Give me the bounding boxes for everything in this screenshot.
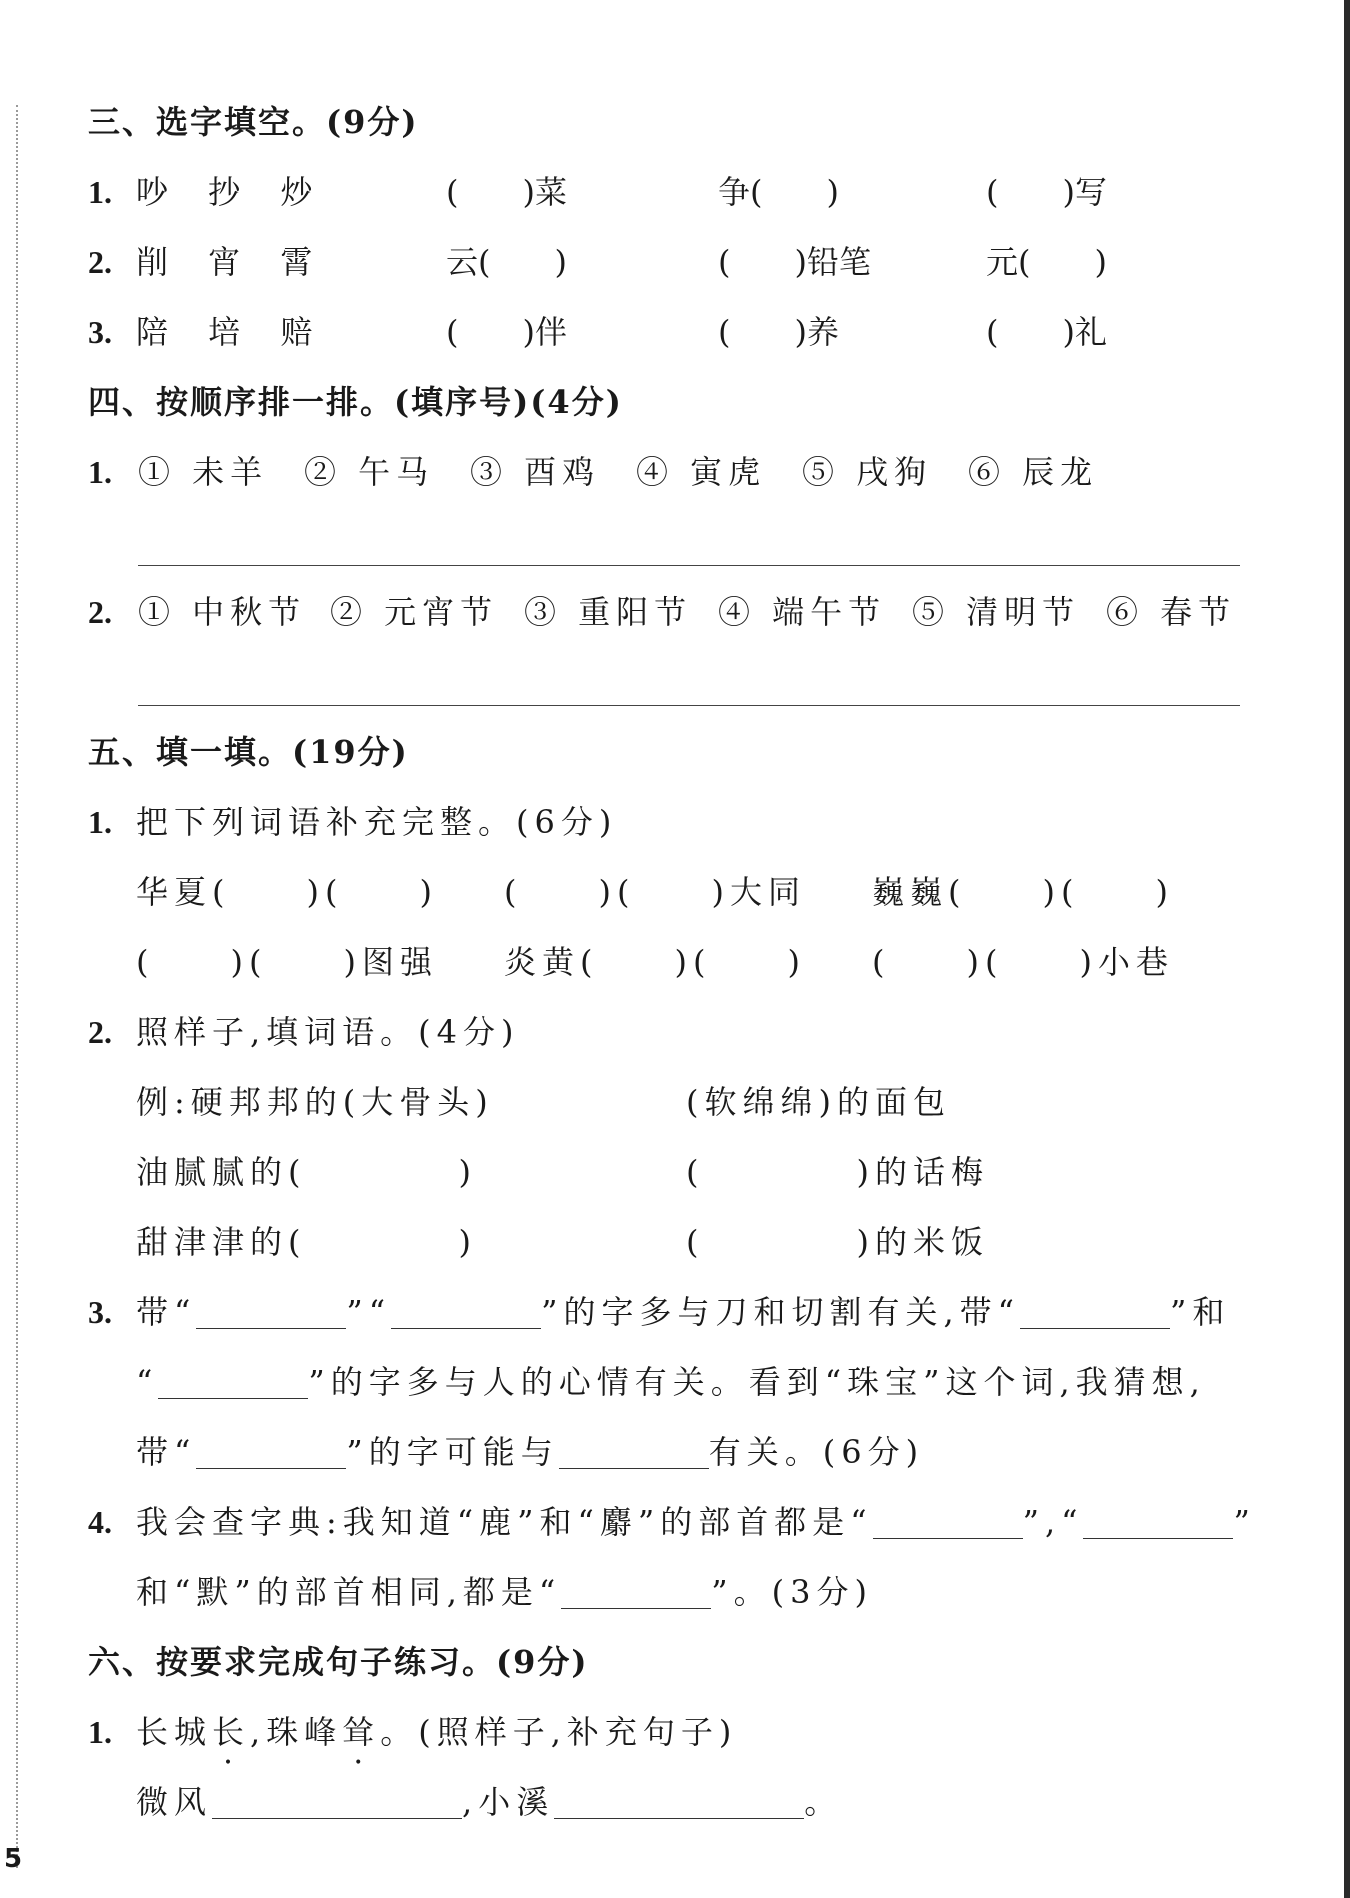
s4-q1-item-3: ③ 酉鸡 [470,453,601,491]
s6-q1-ans2: ,小溪 [462,1783,555,1821]
s5-q3-t3: ”的字多与刀和切割有关,带“ [541,1293,1020,1331]
s5-q4-t5: ”。(3分) [711,1573,873,1611]
s5-q3-t5: “ [136,1363,159,1401]
s5-q3-line-2 [136,1360,1206,1404]
s5-q4-t2: ”,“ [1022,1503,1084,1541]
s3-row-1 [88,170,112,214]
s5-q2-example-1: 例:硬邦邦的(大骨头) [136,1083,494,1121]
s3-row-3 [88,310,112,354]
s6-q1-sentence [136,1710,737,1754]
s5-q3-num: 3. [88,1294,112,1330]
s3-row-2-a: 云( ) [446,243,567,281]
s6-q1 [88,1710,112,1754]
s3-row-3-a: ( )伴 [446,313,567,351]
s3-row-1-b: 争( ) [718,173,839,211]
s4-q1-answer-line[interactable] [138,565,1240,566]
s6-q1-c: 。(照样子,补充句子) [380,1713,738,1751]
s3-row-1-c: ( )写 [986,173,1107,211]
s6-q1-b: ,珠峰 [250,1713,343,1751]
s5-q2-a1: 油腻腻的( ) [136,1153,477,1191]
s5-q2-a2: ( )的话梅 [686,1153,989,1191]
s5-q2-b2: ( )的米饭 [686,1223,989,1261]
s5-q1-prompt: 把下列词语补充完整。(6分) [136,803,618,841]
s5-q1-r1-a: 华夏( )( ) [136,873,438,911]
s3-row-2-c: 元( ) [986,243,1107,281]
s4-q2-item-2: ② 元宵节 [330,593,499,631]
s5-q1-num: 1. [88,804,112,840]
s5-q4 [88,1500,112,1544]
s5-q4-blank-3[interactable] [561,1574,711,1609]
s5-q3-blank-1[interactable] [196,1294,346,1329]
s6-q1-blank-1[interactable] [212,1784,462,1819]
s6-q1-num: 1. [88,1714,112,1750]
s3-row-3-b: ( )养 [718,313,839,351]
s6-q1-ans1: 微风 [136,1783,213,1821]
s4-q1-item-2: ② 午马 [304,453,435,491]
s5-q4-blank-2[interactable] [1083,1504,1233,1539]
s5-q4-line-2 [136,1570,873,1614]
s5-q3-t1: 带“ [136,1293,197,1331]
s3-row-1-a: ( )菜 [446,173,567,211]
s3-row-3-num: 3. [88,314,112,350]
s6-q1-answer [136,1780,842,1824]
s5-q3-blank-4[interactable] [158,1364,308,1399]
s4-q2-answer-line[interactable] [138,705,1240,706]
section-4-title: 四、按顺序排一排。(填序号)(4分) [88,383,623,421]
s5-q2-example-2: (软绵绵)的面包 [686,1083,951,1121]
s5-q3 [88,1290,112,1334]
s3-row-2 [88,240,112,284]
s6-q1-blank-2[interactable] [554,1784,804,1819]
s4-q1 [88,450,112,494]
s5-q3-t2: ”“ [346,1293,392,1331]
s5-q2-b1: 甜津津的( ) [136,1223,477,1261]
s5-q4-t4: 和“默”的部首相同,都是“ [136,1573,562,1611]
s5-q3-line-3 [136,1430,924,1474]
s4-q1-num: 1. [88,454,112,490]
s5-q4-line-1 [136,1500,1256,1544]
s3-row-2-num: 2. [88,244,112,280]
page-number: 5 [4,1844,23,1874]
s5-q4-t3: ” [1233,1503,1256,1541]
s5-q1-r1-c: 巍巍( )( ) [872,873,1174,911]
s3-row-1-num: 1. [88,174,112,210]
s4-q2 [88,590,112,634]
s5-q1-r2-c: ( )( )小巷 [872,943,1174,981]
s4-q2-item-6: ⑥ 春节 [1106,593,1237,631]
s5-q4-num: 4. [88,1504,112,1540]
s5-q3-blank-5[interactable] [196,1434,346,1469]
s3-row-3-chars: 陪 培 赔 [136,313,319,351]
s5-q2-prompt: 照样子,填词语。(4分) [136,1013,520,1051]
s5-q3-t4: ”和 [1170,1293,1231,1331]
s4-q2-item-4: ④ 端午节 [718,593,887,631]
s5-q3-blank-2[interactable] [391,1294,541,1329]
s5-q3-blank-6[interactable] [559,1434,709,1469]
s5-q3-t7: 带“ [136,1433,197,1471]
s5-q3-line-1 [136,1290,1230,1334]
s4-q1-item-6: ⑥ 辰龙 [968,453,1099,491]
s4-q2-item-1: ① 中秋节 [138,593,307,631]
s6-q1-a: 长城 [136,1713,213,1751]
s3-row-3-c: ( )礼 [986,313,1107,351]
s5-q4-blank-1[interactable] [873,1504,1023,1539]
s5-q2-num: 2. [88,1014,112,1050]
s5-q3-blank-3[interactable] [1020,1294,1170,1329]
section-6-title: 六、按要求完成句子练习。(9分) [88,1643,589,1681]
s6-q1-ans3: 。 [804,1783,843,1821]
s4-q1-item-5: ⑤ 戌狗 [802,453,933,491]
section-3-title: 三、选字填空。(9分) [88,103,419,141]
s5-q3-t9: 有关。(6分) [708,1433,925,1471]
s4-q2-item-5: ⑤ 清明节 [912,593,1081,631]
s5-q3-t8: ”的字可能与 [346,1433,559,1471]
s5-q1 [88,800,112,844]
s6-q1-dot-2: 耸 [342,1713,381,1751]
s3-row-2-b: ( )铅笔 [718,243,871,281]
section-5-title: 五、填一填。(19分) [88,733,409,771]
s5-q1-r2-a: ( )( )图强 [136,943,438,981]
s5-q1-r2-b: 炎黄( )( ) [504,943,806,981]
s4-q1-item-4: ④ 寅虎 [636,453,767,491]
s3-row-1-chars: 吵 抄 炒 [136,173,319,211]
s4-q2-item-3: ③ 重阳节 [524,593,693,631]
s6-q1-dot-1: 长 [212,1713,251,1751]
s3-row-2-chars: 削 宵 霄 [136,243,319,281]
s4-q1-item-1: ① 未羊 [138,453,269,491]
s5-q3-t6: ”的字多与人的心情有关。看到“珠宝”这个词,我猜想, [308,1363,1206,1401]
page-edge [1344,0,1350,1898]
s5-q4-t1: 我会查字典:我知道“鹿”和“麝”的部首都是“ [136,1503,873,1541]
s4-q2-num: 2. [88,594,112,630]
s5-q2 [88,1010,112,1054]
s5-q1-r1-b: ( )( )大同 [504,873,806,911]
margin-dotted-line [16,105,18,1868]
